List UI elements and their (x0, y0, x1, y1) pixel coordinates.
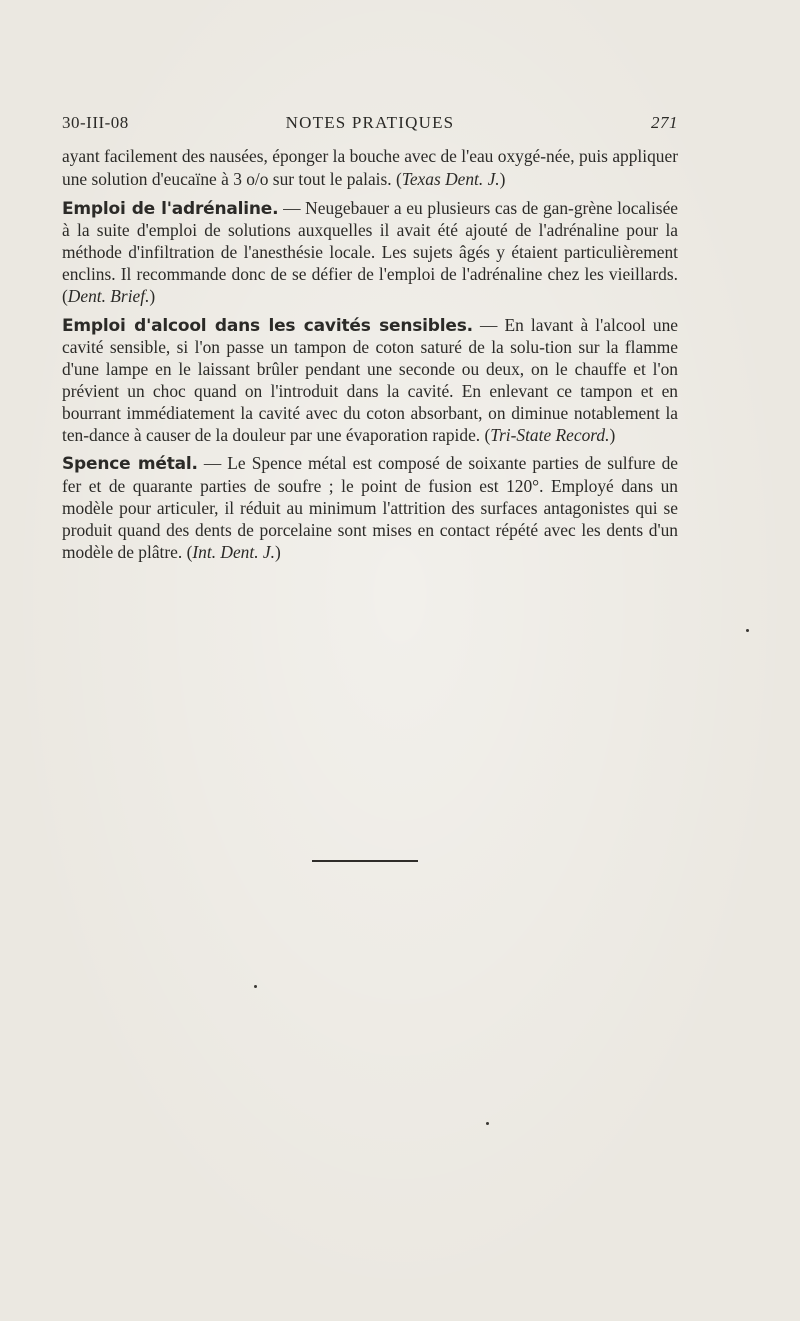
paragraph-text: — Neugebauer a eu plusieurs cas de gan-grène localisée à la suite d'emploi de solutions auxquelles il avait été ajouté de l'adrénaline pour la méthode d'infiltration de l'anesthésie locale. Les sujets âgés y étaient particulièrement enclins. Il recommande donc de se défier de l'emploi de l'adrénaline chez les vieillards. ( (62, 197, 679, 306)
source-citation: Int. Dent. J. (192, 541, 275, 562)
header-date: 30-III-08 (62, 113, 129, 132)
source-citation: Tri-State Record. (490, 424, 610, 445)
page-number: 271 (651, 113, 678, 132)
print-speck (486, 1122, 489, 1125)
paragraph-heading: Spence métal. (62, 454, 198, 475)
paragraph-text: — Le Spence métal est composé de soixante parties de sulfure de fer et de quarante parties de soufre ; le point de fusion est 120°. Employé dans un modèle pour articuler, il réduit au minimum l'attrition des surfaces antagonistes qui se produit quand des dents de porcelaine sont mises en contact répété avec les dents d'un modèle de plâtre. ( (62, 453, 678, 562)
section-end-rule (312, 860, 418, 862)
paragraph-heading: Emploi de l'adrénaline. (62, 198, 279, 219)
print-speck (746, 629, 749, 632)
print-speck (254, 985, 257, 988)
citation-close: ) (149, 285, 156, 306)
source-citation: Dent. Brief. (67, 285, 150, 306)
paragraph-heading: Emploi d'alcool dans les cavités sensibles. (62, 315, 473, 336)
paragraph-text: — En lavant à l'alcool une cavité sensible, si l'on passe un tampon de coton saturé de la solu-tion sur la flamme d'une lampe en le laissant brûler pendant une seconde ou deux, on le chauffe et l'on prévient un choc quand on l'introduit dans la cavité. En enlevant ce tampon et en bourrant immédiatement la cavité avec du coton absorbant, on diminue notablement la ten-dance à causer de la douleur par une évaporation rapide. ( (62, 314, 678, 445)
source-citation: Texas Dent. J. (401, 168, 500, 189)
paragraph-text: ayant facilement des nausées, éponger la bouche avec de l'eau oxygé-née, puis appliquer une solution d'eucaïne à 3 o/o sur tout le palais. ( (62, 146, 678, 189)
citation-close: ) (274, 541, 281, 562)
citation-close: ) (609, 424, 616, 445)
citation-close: ) (499, 168, 506, 189)
running-head (62, 113, 678, 137)
paragraph-eucaine (62, 146, 678, 191)
paragraph-alcool (62, 315, 678, 447)
paragraph-adrenaline (62, 198, 678, 308)
article-body (62, 146, 678, 570)
header-title: NOTES PRATIQUES (285, 113, 455, 132)
paragraph-spence-metal (62, 453, 678, 563)
